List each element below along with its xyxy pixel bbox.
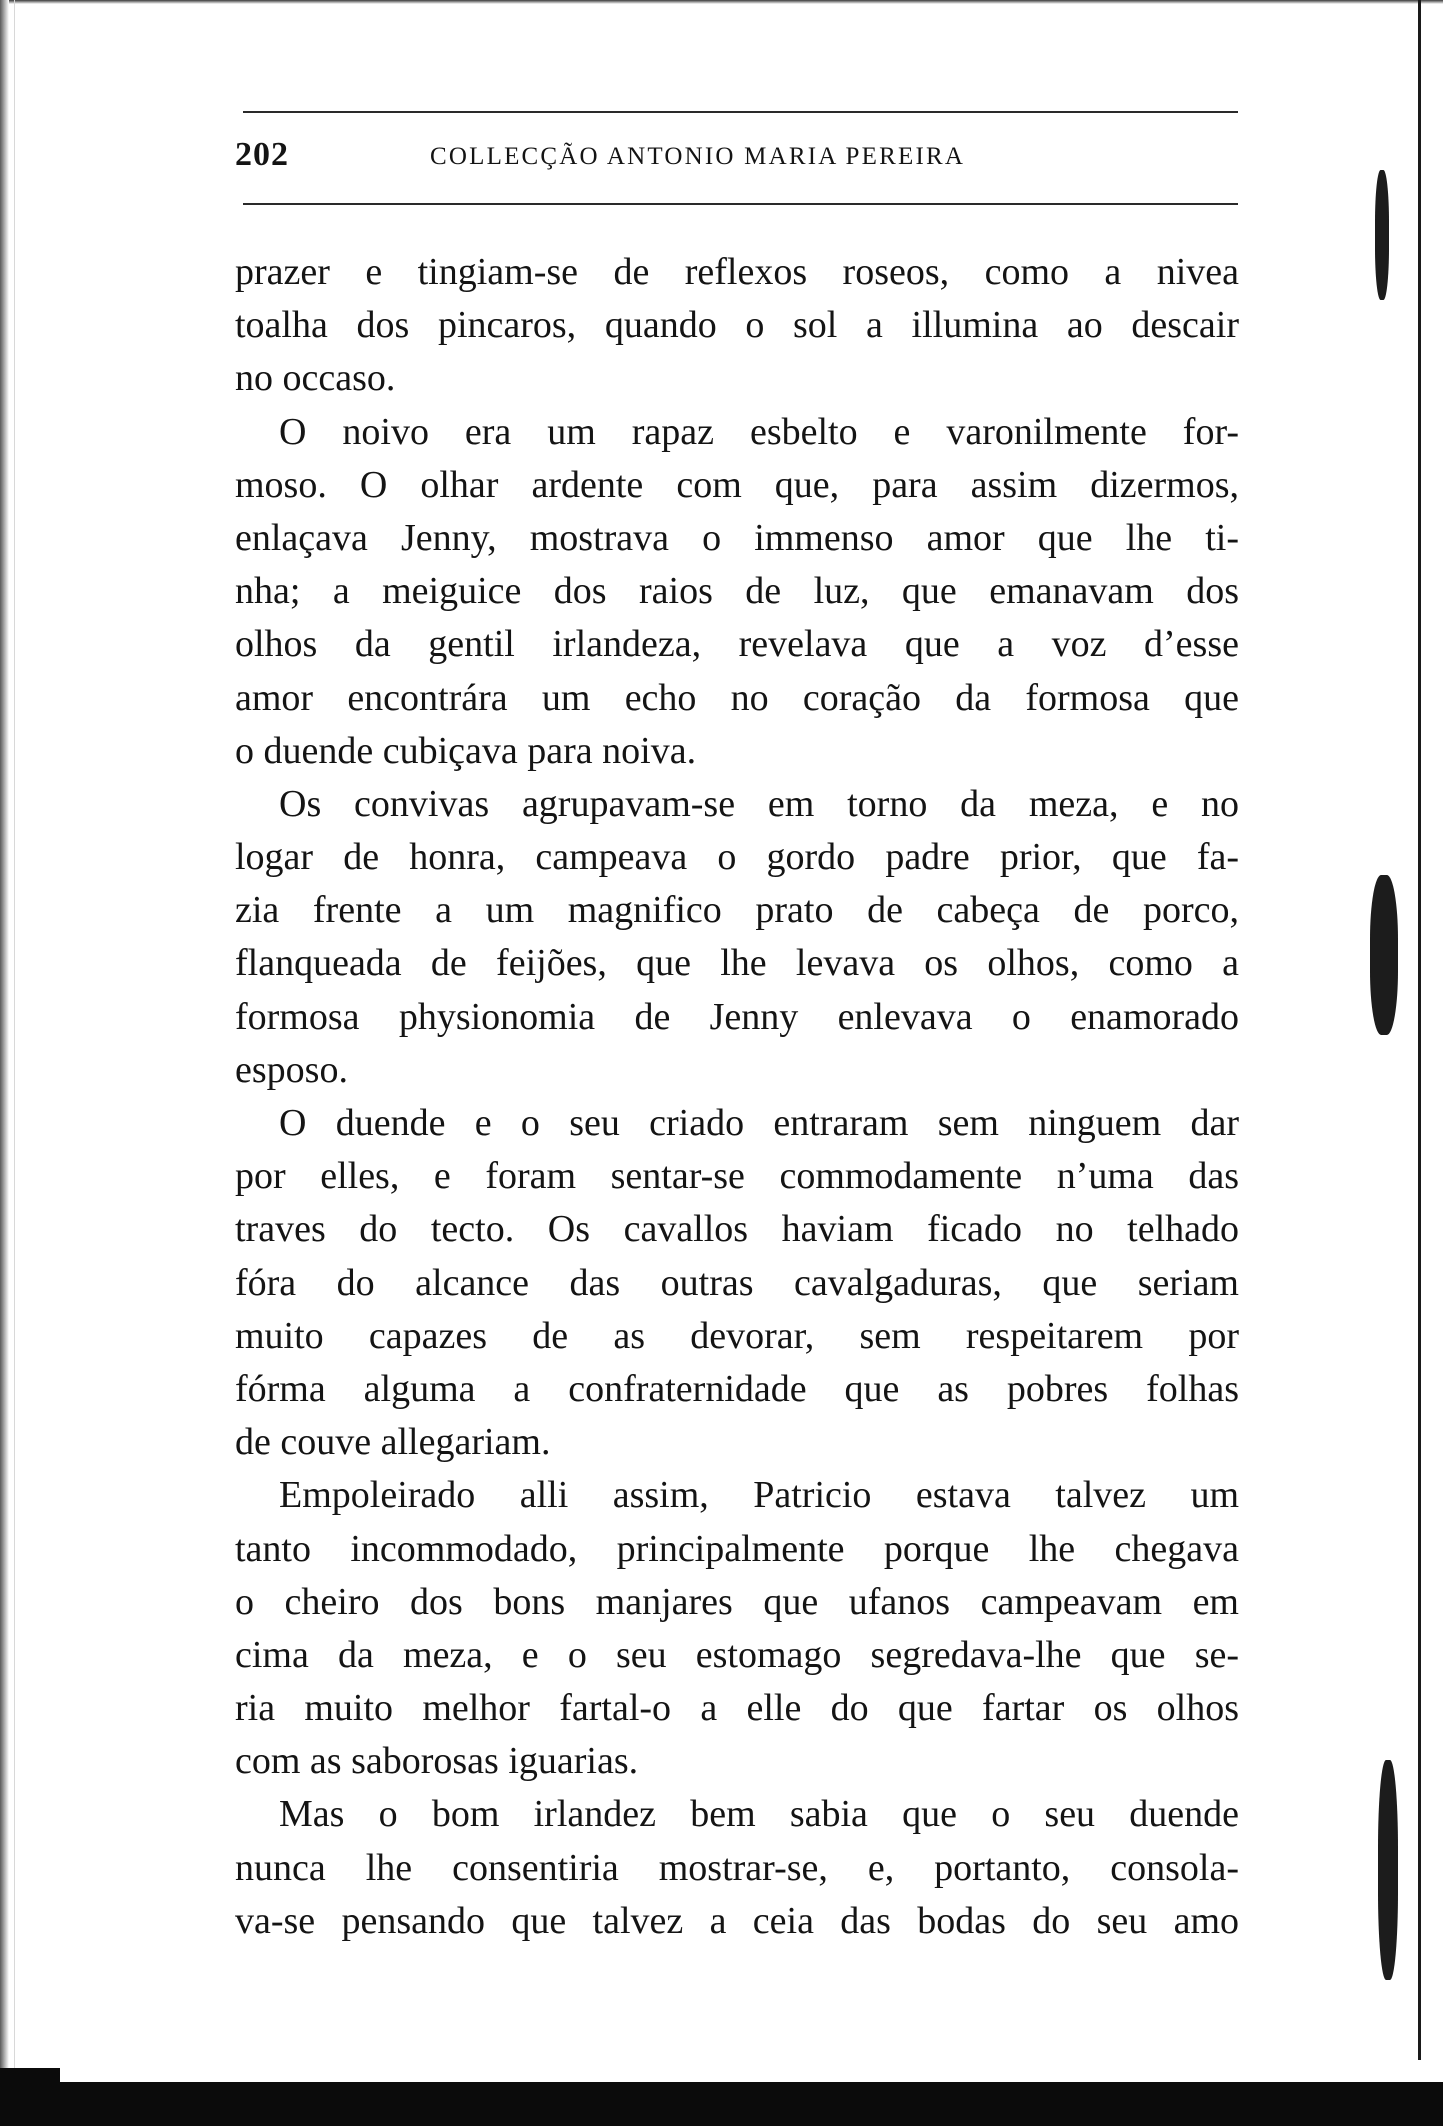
header-rule-bottom — [243, 203, 1238, 205]
binding-mark — [1375, 170, 1389, 300]
text-line: logar de honra, campeava o gordo padre prior, que fa- — [235, 836, 1239, 879]
text-line: prazer e tingiam-se de reflexos roseos, como a nivea — [235, 251, 1239, 293]
binding-mark — [1378, 1760, 1398, 1980]
text-line: Empoleirado alli assim, Patricio estava talvez um — [279, 1474, 1239, 1517]
text-line: flanqueada de feijões, que lhe levava os olhos, como a — [235, 942, 1239, 985]
running-title: COLLECÇÃO ANTONIO MARIA PEREIRA — [430, 143, 966, 170]
text-line: moso. O olhar ardente com que, para assim dizermos, — [235, 463, 1239, 506]
text-line: O duende e o seu criado entraram sem ninguem dar — [279, 1102, 1239, 1144]
page-number: 202 — [235, 136, 289, 173]
page-edge-left-line — [14, 0, 15, 2126]
page-edge-top — [0, 0, 1443, 4]
text-line: fórma alguma a confraternidade que as pobres folhas — [235, 1367, 1239, 1410]
text-line: com as saborosas iguarias. — [235, 1740, 639, 1783]
text-line: amor encontrára um echo no coração da formosa que — [235, 676, 1239, 719]
text-line: O noivo era um rapaz esbelto e varonilmente for- — [279, 410, 1239, 453]
page-edge-left — [0, 0, 9, 2126]
body-text — [235, 246, 1239, 1948]
text-line: esposo. — [235, 1048, 348, 1091]
text-line: nunca lhe consentiria mostrar-se, e, portanto, consola- — [235, 1846, 1239, 1889]
text-line: tanto incommodado, principalmente porque lhe chegava — [235, 1527, 1239, 1570]
text-line: o cheiro dos bons manjares que ufanos campeavam em — [235, 1580, 1239, 1623]
text-line: fóra do alcance das outras cavalgaduras, que seriam — [235, 1261, 1239, 1304]
text-line: por elles, e foram sentar-se commodamente n’uma das — [235, 1155, 1239, 1198]
text-line: traves do tecto. Os cavallos haviam ficado no telhado — [235, 1208, 1239, 1251]
text-line: zia frente a um magnifico prato de cabeça de porco, — [235, 889, 1239, 932]
text-line: muito capazes de as devorar, sem respeitarem por — [235, 1314, 1239, 1357]
text-line: nha; a meiguice dos raios de luz, que emanavam dos — [235, 570, 1239, 613]
text-line: enlaçava Jenny, mostrava o immenso amor que lhe ti- — [235, 516, 1239, 559]
page-edge-right — [1418, 0, 1421, 2060]
text-line: va-se pensando que talvez a ceia das bodas do seu amo — [235, 1899, 1239, 1942]
text-line: Os convivas agrupavam-se em torno da meza, e no — [279, 782, 1239, 825]
text-line: Mas o bom irlandez bem sabia que o seu duende — [279, 1793, 1239, 1836]
text-line: no occaso. — [235, 357, 396, 400]
binding-mark — [1370, 875, 1398, 1035]
text-line: formosa physionomia de Jenny enlevava o enamorado — [235, 995, 1239, 1038]
text-line: toalha dos pincaros, quando o sol a illumina ao descair — [235, 304, 1239, 347]
text-line: olhos da gentil irlandeza, revelava que a voz d’esse — [235, 623, 1239, 666]
text-line: de couve allegariam. — [235, 1421, 551, 1464]
text-line: ria muito melhor fartal-o a elle do que fartar os olhos — [235, 1687, 1239, 1730]
text-line: cima da meza, e o seu estomago segredava-lhe que se- — [235, 1633, 1239, 1676]
text-line: o duende cubiçava para noiva. — [235, 729, 697, 772]
page-edge-bottom — [0, 2082, 1443, 2126]
header-rule-top — [243, 111, 1238, 113]
